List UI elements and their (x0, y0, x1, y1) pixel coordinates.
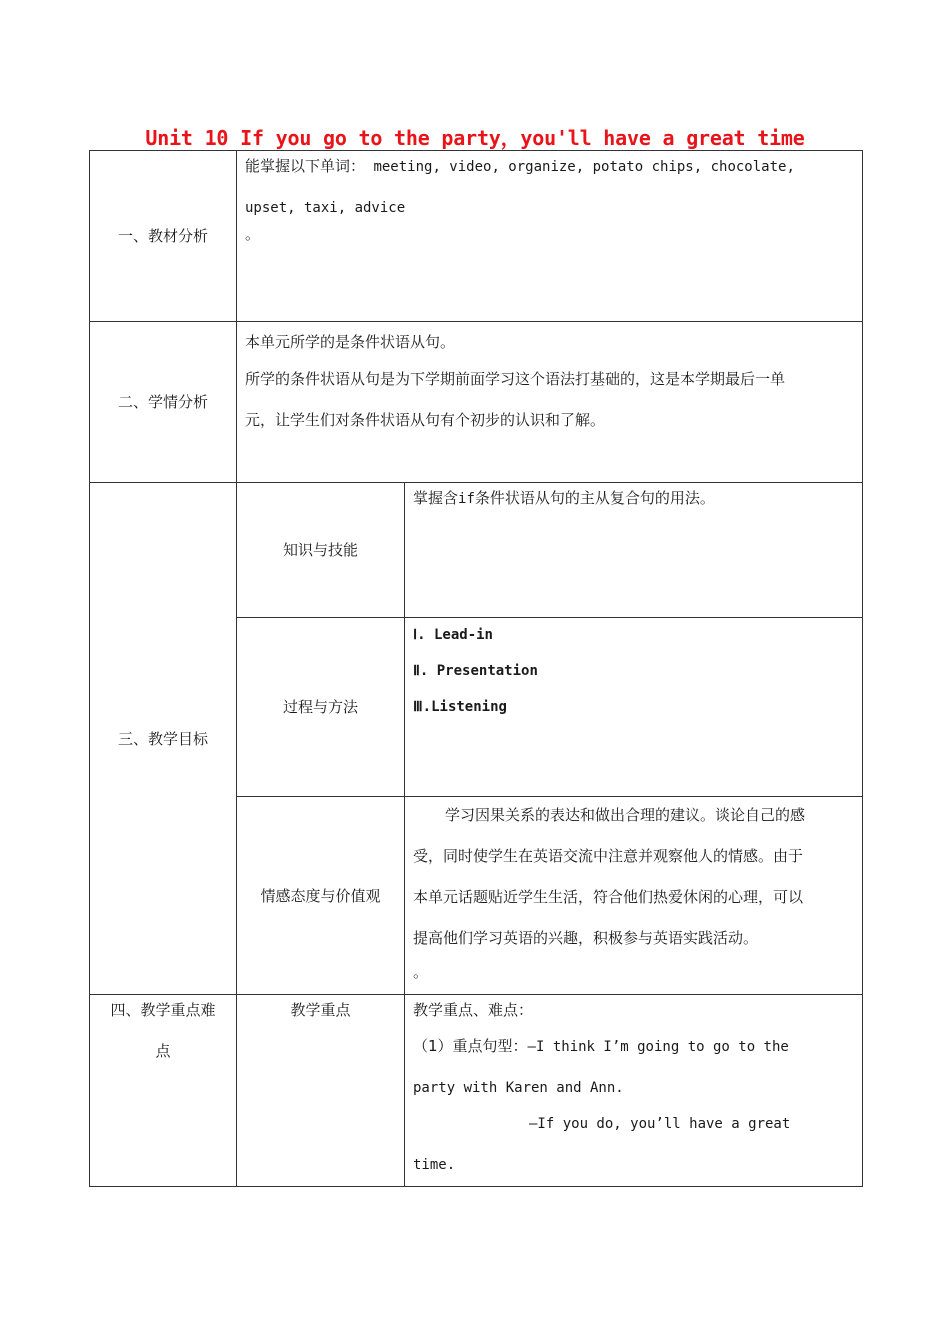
content-learner-analysis (237, 322, 863, 483)
content-process-methods (405, 618, 863, 797)
attitude-line-1: 学习因果关系的表达和做出合理的建议。谈论自己的感 (445, 806, 806, 824)
row-knowledge-skills (90, 483, 863, 618)
sublabel-cell-key-points (237, 995, 405, 1187)
sublabel-cell-attitude (237, 797, 405, 995)
attitude-line-4: 提高他们学习英语的兴趣，积极参与英语实践活动。 (413, 929, 759, 947)
page-title: Unit 10 If you go to the party，you'll have a great time (145, 126, 805, 150)
content-attitude-values (405, 797, 863, 995)
process-step-1: Ⅰ. Lead-in (413, 627, 493, 643)
label-cell-key-points (90, 995, 237, 1187)
vocabulary-words: meeting, video, organize, potato chips, chocolate, (365, 159, 795, 175)
row-learner-analysis (90, 322, 863, 483)
row-key-points (90, 995, 863, 1187)
sublabel-process-methods: 过程与方法 (282, 698, 358, 716)
learner-line-1: 本单元所学的是条件状语从句。 (245, 333, 456, 351)
key-sentence-1: —I think I’m going to go to the (527, 1039, 789, 1055)
key-points-sentence-2: —If you do, you’ll have a great (529, 1116, 791, 1132)
vocabulary-line-1 (245, 155, 854, 178)
attitude-line-5: 。 (413, 963, 429, 981)
content-key-points (405, 995, 863, 1187)
attitude-line-2: 受，同时使学生在英语交流中注意并观察他人的情感。由于 (413, 847, 804, 865)
key-points-prefix: （1）重点句型： (413, 1037, 528, 1055)
key-points-sentence-1-cont: party with Karen and Ann. (413, 1080, 624, 1096)
label-cell-textbook-analysis (90, 151, 237, 322)
row-textbook-analysis (90, 151, 863, 322)
sublabel-knowledge-skills: 知识与技能 (282, 541, 358, 559)
knowledge-text-prefix: 掌握含 (413, 489, 459, 507)
content-textbook-analysis (237, 151, 863, 322)
content-knowledge-skills (405, 483, 863, 618)
key-points-heading: 教学重点、难点： (413, 1001, 534, 1019)
learner-line-2: 所学的条件状语从句是为下学期前面学习这个语法打基础的，这是本学期最后一单 (245, 370, 786, 388)
process-step-3: Ⅲ.Listening (413, 699, 507, 715)
learner-line-3: 元，让学生们对条件状语从句有个初步的认识和了解。 (245, 411, 606, 429)
section-label-key-points-1: 四、教学重点难 (110, 1001, 216, 1019)
knowledge-text-if: if (458, 491, 475, 507)
section-label-teaching-goals: 三、教学目标 (117, 729, 208, 748)
label-cell-learner-analysis (90, 322, 237, 483)
sublabel-key-points: 教学重点 (290, 1001, 351, 1019)
lesson-plan-table (89, 150, 863, 1187)
label-cell-teaching-goals (90, 483, 237, 995)
knowledge-text-suffix: 条件状语从句的主从复合句的用法。 (474, 489, 715, 507)
sublabel-cell-knowledge (237, 483, 405, 618)
sublabel-attitude-values: 情感态度与价值观 (260, 886, 381, 905)
vocabulary-intro: 能掌握以下单词： (245, 157, 366, 175)
key-points-sentence-1 (413, 1035, 854, 1058)
section-label-textbook-analysis: 一、教材分析 (117, 227, 208, 245)
section-label-learner-analysis: 二、学情分析 (117, 393, 208, 411)
section-label-key-points-2: 点 (155, 1042, 171, 1060)
key-points-sentence-2-cont: time. (413, 1157, 456, 1173)
sublabel-cell-process (237, 618, 405, 797)
vocabulary-line-2: upset, taxi, advice (245, 200, 406, 216)
attitude-line-3: 本单元话题贴近学生生活，符合他们热爱休闲的心理，可以 (413, 888, 804, 906)
process-step-2: Ⅱ. Presentation (413, 663, 538, 679)
vocabulary-line-3: 。 (245, 225, 261, 243)
knowledge-text (413, 487, 854, 510)
